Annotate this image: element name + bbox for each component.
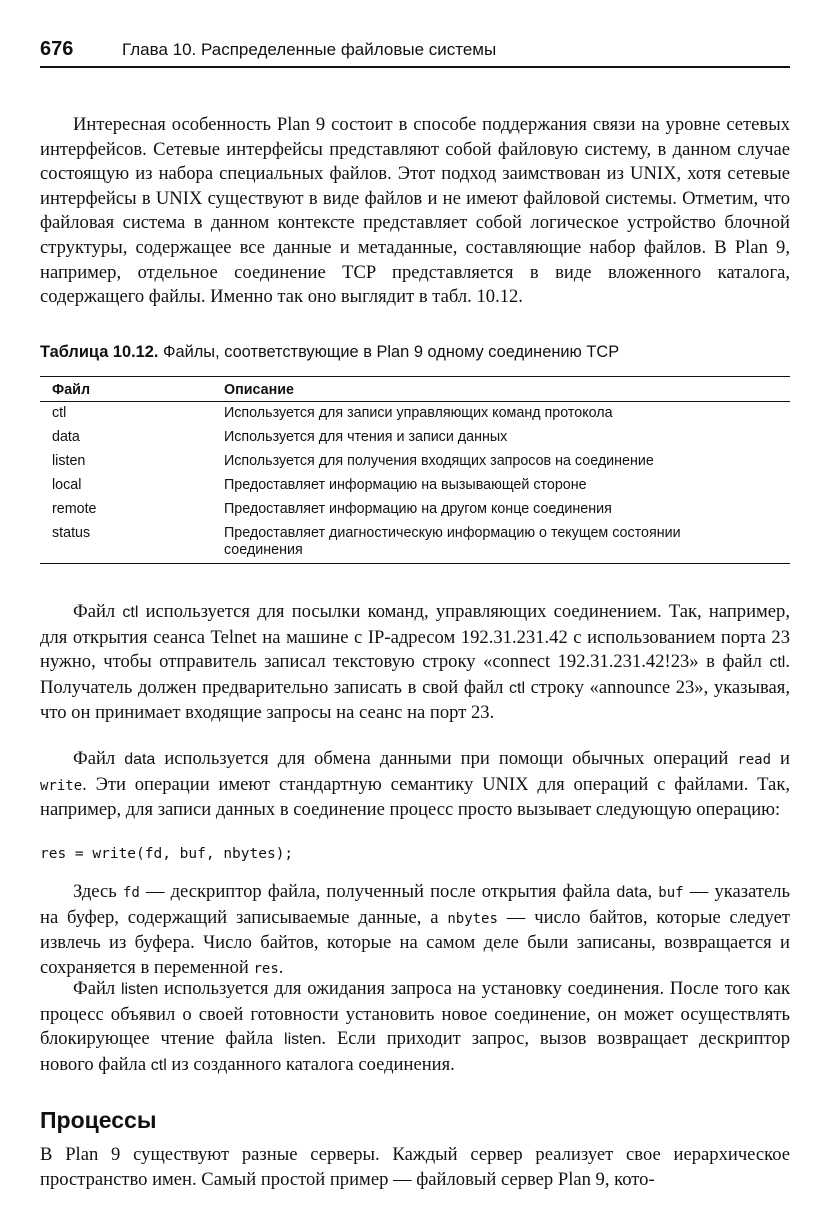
- text-run: . Эти операции имеют стандартную семантику UNIX для операций с файлами. Так, например, для записи данных в соединение процесс просто вызывает следующую операцию:: [40, 773, 790, 821]
- text-run: . Получатель должен предварительно записать в свой файл: [40, 651, 790, 698]
- table-row: [40, 522, 790, 564]
- table-caption-text: Файлы, соответствующие в Plan 9 одному соединению TCP: [158, 343, 620, 361]
- file-name-ctl: ctl: [769, 654, 786, 672]
- paragraph-processes: В Plan 9 существуют разные серверы. Каждый сервер реализует свое иерархическое пространство имен. Самый простой пример — файловый сервер Plan 9, кото-: [40, 1144, 790, 1190]
- table-row: [40, 402, 790, 427]
- page-number: 676: [40, 38, 74, 60]
- text-run: из созданного каталога соединения.: [166, 1053, 455, 1075]
- text-run: используется для посылки команд, управляющих соединением. Так, например, для открытия сеанса Telnet на машине с IP-адресом 192.31.231.42 с использованием порта 23 нужно, чтобы отправитель записал текстовую строку «connect 192.31.231.42!23» в файл: [40, 601, 790, 673]
- description-cell: Используется для получения входящих запросов на соединение: [224, 453, 654, 469]
- description-cell: Используется для чтения и записи данных: [224, 429, 508, 445]
- paragraph-intro: Интересная особенность Plan 9 состоит в способе поддержания связи на уровне сетевых интерфейсов. Сетевые интерфейсы представляют собой файловую систему, в данном случае состоящую из набора специальных файлов. Этот подход заимствован из UNIX, хотя сетевые интерфейсы в UNIX существуют в виде файлов и не имеют файловой системы. Отметим, что файловая система в данном контексте представляет собой логическое устройство блочной структуры, содержащее все данные и метаданные, составляющие набор файлов. В Plan 9, например, отдельное соединение TCP представляется в виде вложенного каталога, содержащего файлы. Именно так оно выглядит в табл. 10.12.: [40, 114, 790, 308]
- file-name-cell: remote: [52, 501, 97, 517]
- file-name-cell: status: [52, 525, 91, 541]
- table-caption: [40, 343, 790, 362]
- file-name-cell: data: [52, 429, 80, 445]
- text-run: используется для обмена данными при помощи обычных операций: [155, 748, 738, 769]
- page-header: [40, 34, 790, 68]
- file-name-data: data: [124, 751, 156, 768]
- text-run: ,: [647, 881, 659, 902]
- file-name-cell: ctl: [52, 405, 67, 421]
- text-run: Файл: [73, 601, 123, 622]
- text-run: — число байтов, которые следует извлечь из буфера. Число байтов, которые на самом деле были записаны, возвращается и сохраняется в переменной: [40, 906, 790, 978]
- files-table: [40, 376, 790, 564]
- paragraph-variables: [40, 880, 790, 981]
- text-run: используется для ожидания запроса на установку соединения. После того как процесс объявил о своей готовности установить новое соединение, он может осуществлять блокирующее чтение файла: [40, 978, 790, 1050]
- column-header-file: Файл: [40, 377, 212, 402]
- table-row: [40, 474, 790, 498]
- description-cell: Предоставляет диагностическую информацию о текущем состоянии соединения: [224, 525, 681, 558]
- table-row: [40, 450, 790, 474]
- file-name-ctl: ctl: [122, 604, 139, 621]
- column-header-description: Описание: [212, 377, 790, 402]
- paragraph-listen: [40, 977, 790, 1078]
- code-res: res: [253, 960, 279, 977]
- section-heading: Процессы: [40, 1107, 157, 1133]
- text-run: строку «announce 23», указывая, что он принимает входящие запросы на сеанс на порт 23.: [40, 676, 790, 724]
- chapter-title: Глава 10. Распределенные файловые системы: [122, 40, 497, 59]
- table-row: [40, 426, 790, 450]
- text-run: и: [771, 748, 791, 769]
- description-cell: Используется для записи управляющих команд протокола: [224, 405, 613, 421]
- file-name-ctl: ctl: [150, 1056, 167, 1074]
- description-cell: Предоставляет информацию на другом конце соединения: [224, 501, 612, 517]
- table-caption-label: Таблица 10.12.: [40, 343, 159, 361]
- file-name-ctl: ctl: [509, 679, 526, 697]
- file-name-data: data: [616, 884, 648, 901]
- text-run: Файл: [73, 978, 121, 999]
- text-run: . Если приходит запрос, вызов возвращает дескриптор нового файла: [40, 1028, 790, 1075]
- file-name-cell: local: [52, 477, 82, 493]
- description-cell: Предоставляет информацию на вызывающей стороне: [224, 477, 587, 493]
- table-header-row: [40, 377, 790, 402]
- table-row: [40, 498, 790, 522]
- code-buf: buf: [658, 885, 684, 901]
- code-line: res = write(fd, buf, nbytes);: [40, 846, 294, 862]
- text-run: — указатель на буфер, содержащий записываемые данные, а: [40, 881, 790, 928]
- code-nbytes: nbytes: [447, 910, 498, 927]
- code-read: read: [737, 752, 772, 768]
- code-fd: fd: [122, 885, 140, 901]
- paragraph-data: [40, 747, 790, 823]
- text-run: Файл: [73, 748, 125, 769]
- text-run: .: [278, 956, 284, 978]
- file-name-listen: listen: [120, 981, 159, 998]
- text-run: Здесь: [73, 881, 123, 902]
- file-name-listen: listen: [284, 1031, 322, 1049]
- code-write: write: [40, 777, 83, 794]
- text-run: — дескриптор файла, полученный после открытия файла: [139, 881, 617, 902]
- file-name-cell: listen: [52, 453, 86, 469]
- paragraph-ctl: [40, 600, 790, 726]
